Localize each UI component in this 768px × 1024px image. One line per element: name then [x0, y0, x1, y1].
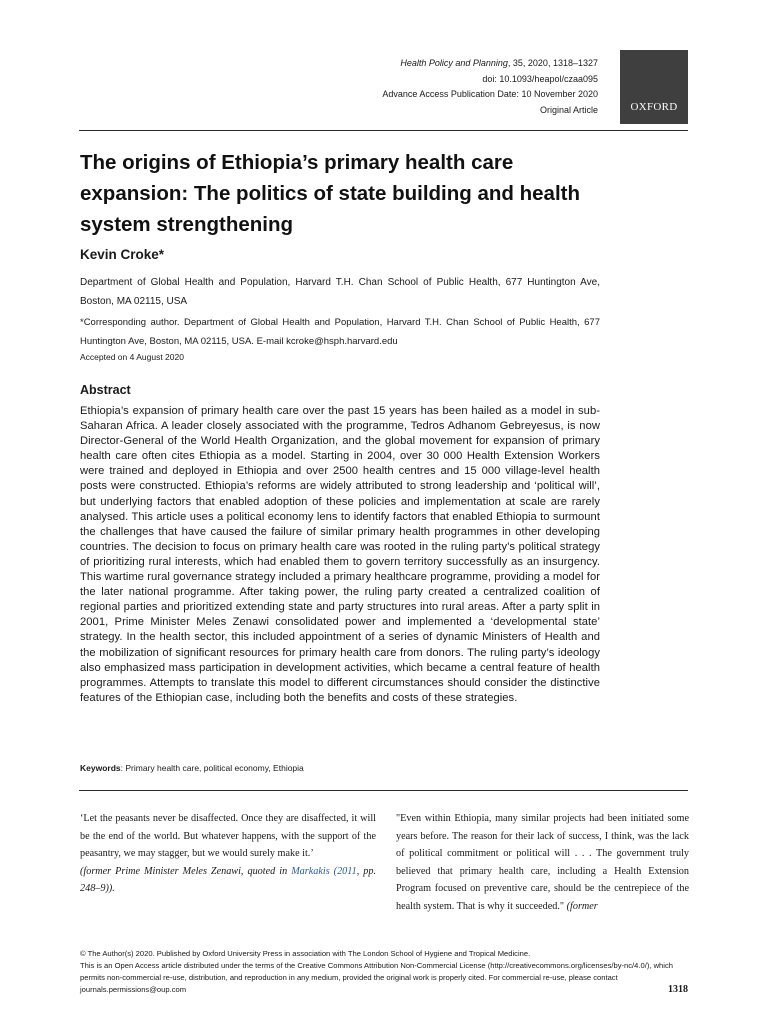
epigraph-left-attribution: (former Prime Minister Meles Zenawi, quoted in	[80, 865, 292, 877]
epigraph-left-text: ‘Let the peasants never be disaffected. Once they are disaffected, it will be the end of the world. But whatever happens, with the support of the peasantry, we may stagger, but we would surely make it.’	[80, 813, 376, 859]
markakis-reference-link[interactable]: Markakis (2011	[291, 865, 357, 877]
journal-volume-pages: , 35, 2020, 1318–1327	[507, 58, 598, 68]
epigraph-right-text: "Even within Ethiopia, many similar projects had been initiated some years before. The reason for their lack of success, I think, was the lack of political commitment or political will . . . The government truly believed that primary health care, including a Health Extension Program focused on preventive care, should be the centrepiece of the health system. That is why it succeeded."	[396, 813, 689, 912]
article-title: The origins of Ethiopia’s primary health care expansion: The politics of state building and health system strengthening	[80, 151, 581, 236]
publication-date: Advance Access Publication Date: 10 November 2020	[382, 89, 598, 100]
corresponding-author: *Corresponding author. Department of Global Health and Population, Harvard T.H. Chan School of Public Health, 677 Huntington Ave, Boston, MA 02115, USA. E-mail kcroke@hsph.harvard.edu	[80, 317, 600, 347]
oxford-logo	[620, 50, 688, 124]
journal-name: Health Policy and Planning	[400, 58, 508, 68]
author-affiliation: Department of Global Health and Population, Harvard T.H. Chan School of Public Health, 677 Huntington Ave, Boston, MA 02115, USA	[80, 277, 600, 307]
accepted-date: Accepted on 4 August 2020	[80, 352, 184, 362]
header-divider	[79, 130, 688, 131]
epigraph-right-attribution: (former	[566, 900, 598, 912]
epigraph-right	[396, 810, 689, 915]
copyright-line: © The Author(s) 2020. Published by Oxford University Press in association with The London School of Hygiene and Tropical Medicine.	[80, 949, 531, 958]
license-text: This is an Open Access article distributed under the terms of the Creative Commons Attribution Non-Commercial License (http://creativecommons.org/licenses/by-nc/4.0/), which permits non-commercial re-use, distribution, and reproduction in any medium, provided the original work is properly cited. For commercial re-use, please contact journals.permissions@oup.com	[80, 961, 673, 994]
abstract-divider	[79, 790, 688, 791]
keywords-list: : Primary health care, political economy, Ethiopia	[120, 763, 304, 773]
copyright-footer	[80, 948, 680, 996]
article-type: Original Article	[539, 104, 598, 115]
page-number: 1318	[668, 984, 688, 995]
abstract-heading: Abstract	[80, 383, 131, 397]
epigraph-left-attribution-end: , pp. 248–9)).	[80, 865, 376, 894]
abstract-body: Ethiopia’s expansion of primary health care over the past 15 years has been hailed as a model in sub-Saharan Africa. A leader closely associated with the programme, Tedros Adhanom Gebreyesus, is now Director-General of the World Health Organization, and the global movement for expansion of primary health care often cites Ethiopia as a model. Starting in 2004, over 30 000 Health Extension Workers were trained and deployed in Ethiopia and over 2500 health centres and 15 000 village-level health posts were constructed. Ethiopia’s reforms are widely attributed to strong leadership and ‘political will’, but underlying factors that enabled adoption of these policies and implementation at scale are rarely analysed. This article uses a political economy lens to identify factors that enabled Ethiopia to surmount the challenges that have caused the failure of similar primary health programmes in other developing countries. The decision to focus on primary health care was rooted in the ruling party’s political strategy of prioritizing rural interests, which had enabled them to govern territory successfully as an insurgency. This wartime rural governance strategy included a primary healthcare programme, providing a model for the later national programme. After taking power, the ruling party created a centralized coalition of regional parties and prioritized extending state and party structures into rural areas. After a party split in 2001, Prime Minister Meles Zenawi consolidated power and implemented a ‘developmental state’ strategy. In the health sector, this included appointment of a series of dynamic Ministers of Health and the mobilization of significant resources for primary health care from donors. The ruling party’s ideology also emphasized mass participation in development activities, which became a central feature of health programmes. Attempts to translate this model to different circumstances should consider the distinctive features of the Ethiopian case, including both the benefits and costs of these strategies.	[80, 405, 600, 704]
keywords-label: Keywords	[80, 763, 121, 773]
journal-meta	[382, 56, 598, 118]
epigraph-left	[80, 810, 376, 898]
author-name: Kevin Croke*	[80, 247, 165, 262]
journal-citation	[382, 56, 598, 72]
oxford-logo-text: OXFORD	[630, 101, 678, 113]
keywords	[80, 763, 304, 773]
doi[interactable]: doi: 10.1093/heapol/czaa095	[482, 73, 598, 84]
